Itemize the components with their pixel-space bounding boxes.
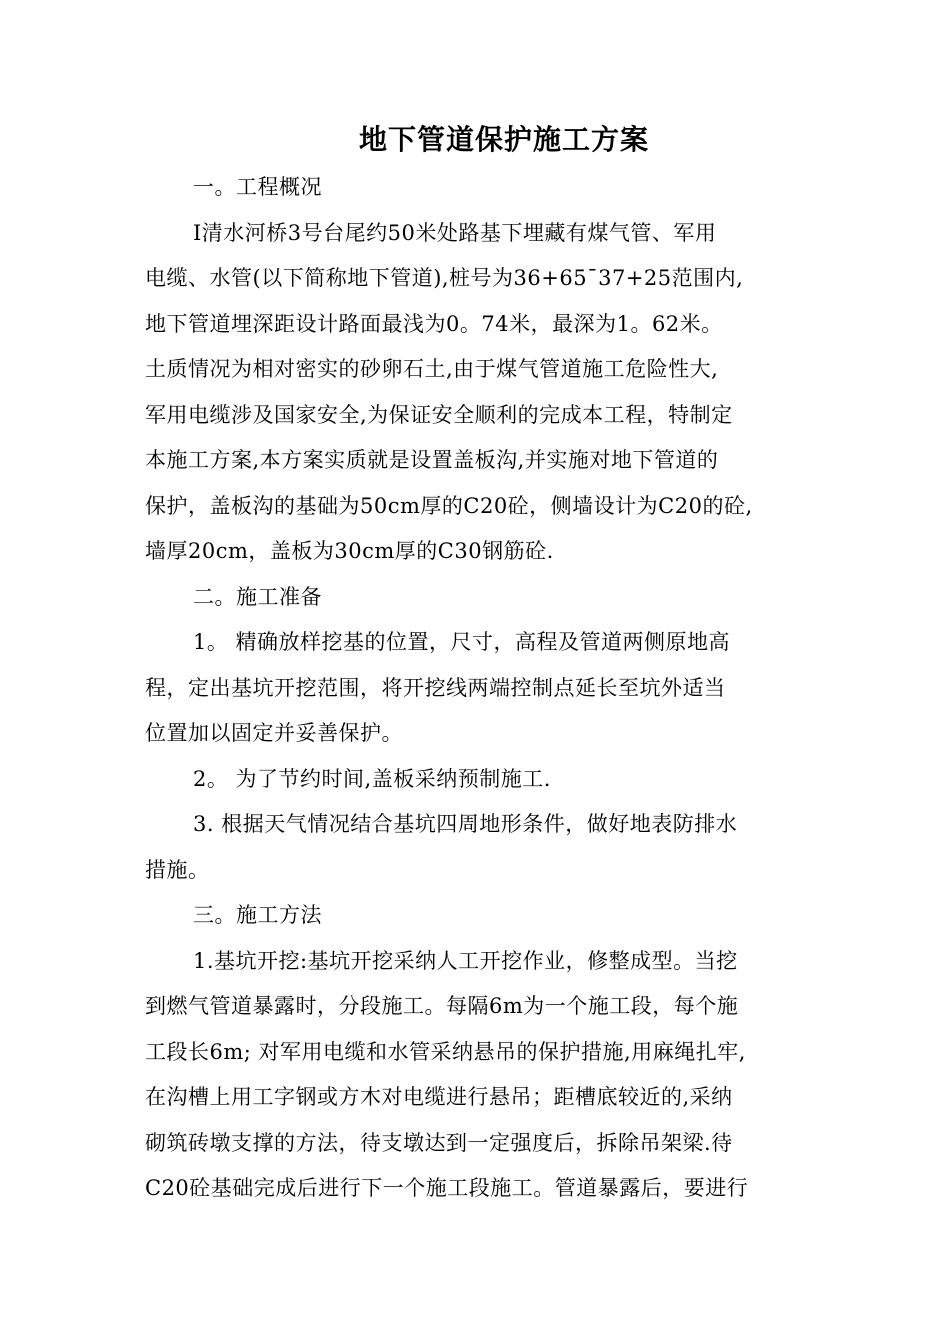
paragraph-line: 电缆、水管(以下简称地下管道),桩号为36+65¯37+25范围内,: [145, 266, 744, 290]
paragraph-line: 地下管道埋深距设计路面最浅为0。74米，最深为1。62米。: [145, 311, 723, 336]
section-heading-overview: 一。工程概况: [193, 175, 322, 199]
paragraph-line: 军用电缆涉及国家安全,为保证安全顺利的完成本工程，特制定: [145, 402, 733, 427]
paragraph-line: 2。 为了节约时间,盖板采纳预制施工.: [193, 766, 551, 791]
paragraph-line: 1。 精确放样挖基的位置，尺寸，高程及管道两侧原地高: [193, 630, 731, 654]
paragraph-line: 墙厚20cm，盖板为30cm厚的C30钢筋砼.: [145, 539, 554, 563]
document-title: 地下管道保护施工方案: [358, 123, 649, 156]
paragraph-line: 措施。: [145, 857, 210, 882]
paragraph-line: 砌筑砖墩支撑的方法，待支墩达到一定强度后，拆除吊架梁.待: [145, 1130, 733, 1155]
paragraph-line: 本施工方案,本方案实质就是设置盖板沟,并实施对地下管道的: [145, 448, 719, 472]
paragraph-line: 1.基坑开挖:基坑开挖采纳人工开挖作业，修整成型。当挖: [193, 948, 738, 973]
paragraph-line: 位置加以固定并妥善保护。: [145, 721, 403, 745]
paragraph-line: 保护，盖板沟的基础为50cm厚的C20砼，侧墙设计为C20的砼,: [145, 493, 753, 518]
paragraph-line: C20砼基础完成后进行下一个施工段施工。管道暴露后，要进行: [145, 1176, 749, 1200]
paragraph-line: 土质情况为相对密实的砂卵石土,由于煤气管道施工危险性大,: [145, 357, 719, 381]
paragraph-line: 程，定出基坑开挖范围，将开挖线两端控制点延长至坑外适当: [145, 675, 726, 700]
section-heading-preparation: 二。施工准备: [193, 584, 322, 609]
paragraph-line: 到燃气管道暴露时，分段施工。每隔6m为一个施工段，每个施: [145, 994, 739, 1018]
paragraph-line: 3. 根据天气情况结合基坑四周地形条件，做好地表防排水: [193, 812, 738, 836]
paragraph-line: 工段长6m; 对军用电缆和水管采纳悬吊的保护措施,用麻绳扎牢,: [145, 1039, 746, 1064]
paragraph-line: 在沟槽上用工字钢或方木对电缆进行悬吊；距槽底较近的,采纳: [145, 1085, 733, 1109]
paragraph-line: I清水河桥3号台尾约50米处路基下埋藏有煤气管、军用: [193, 220, 717, 245]
document-body: [145, 165, 825, 1212]
section-heading-method: 三。施工方法: [193, 903, 322, 927]
